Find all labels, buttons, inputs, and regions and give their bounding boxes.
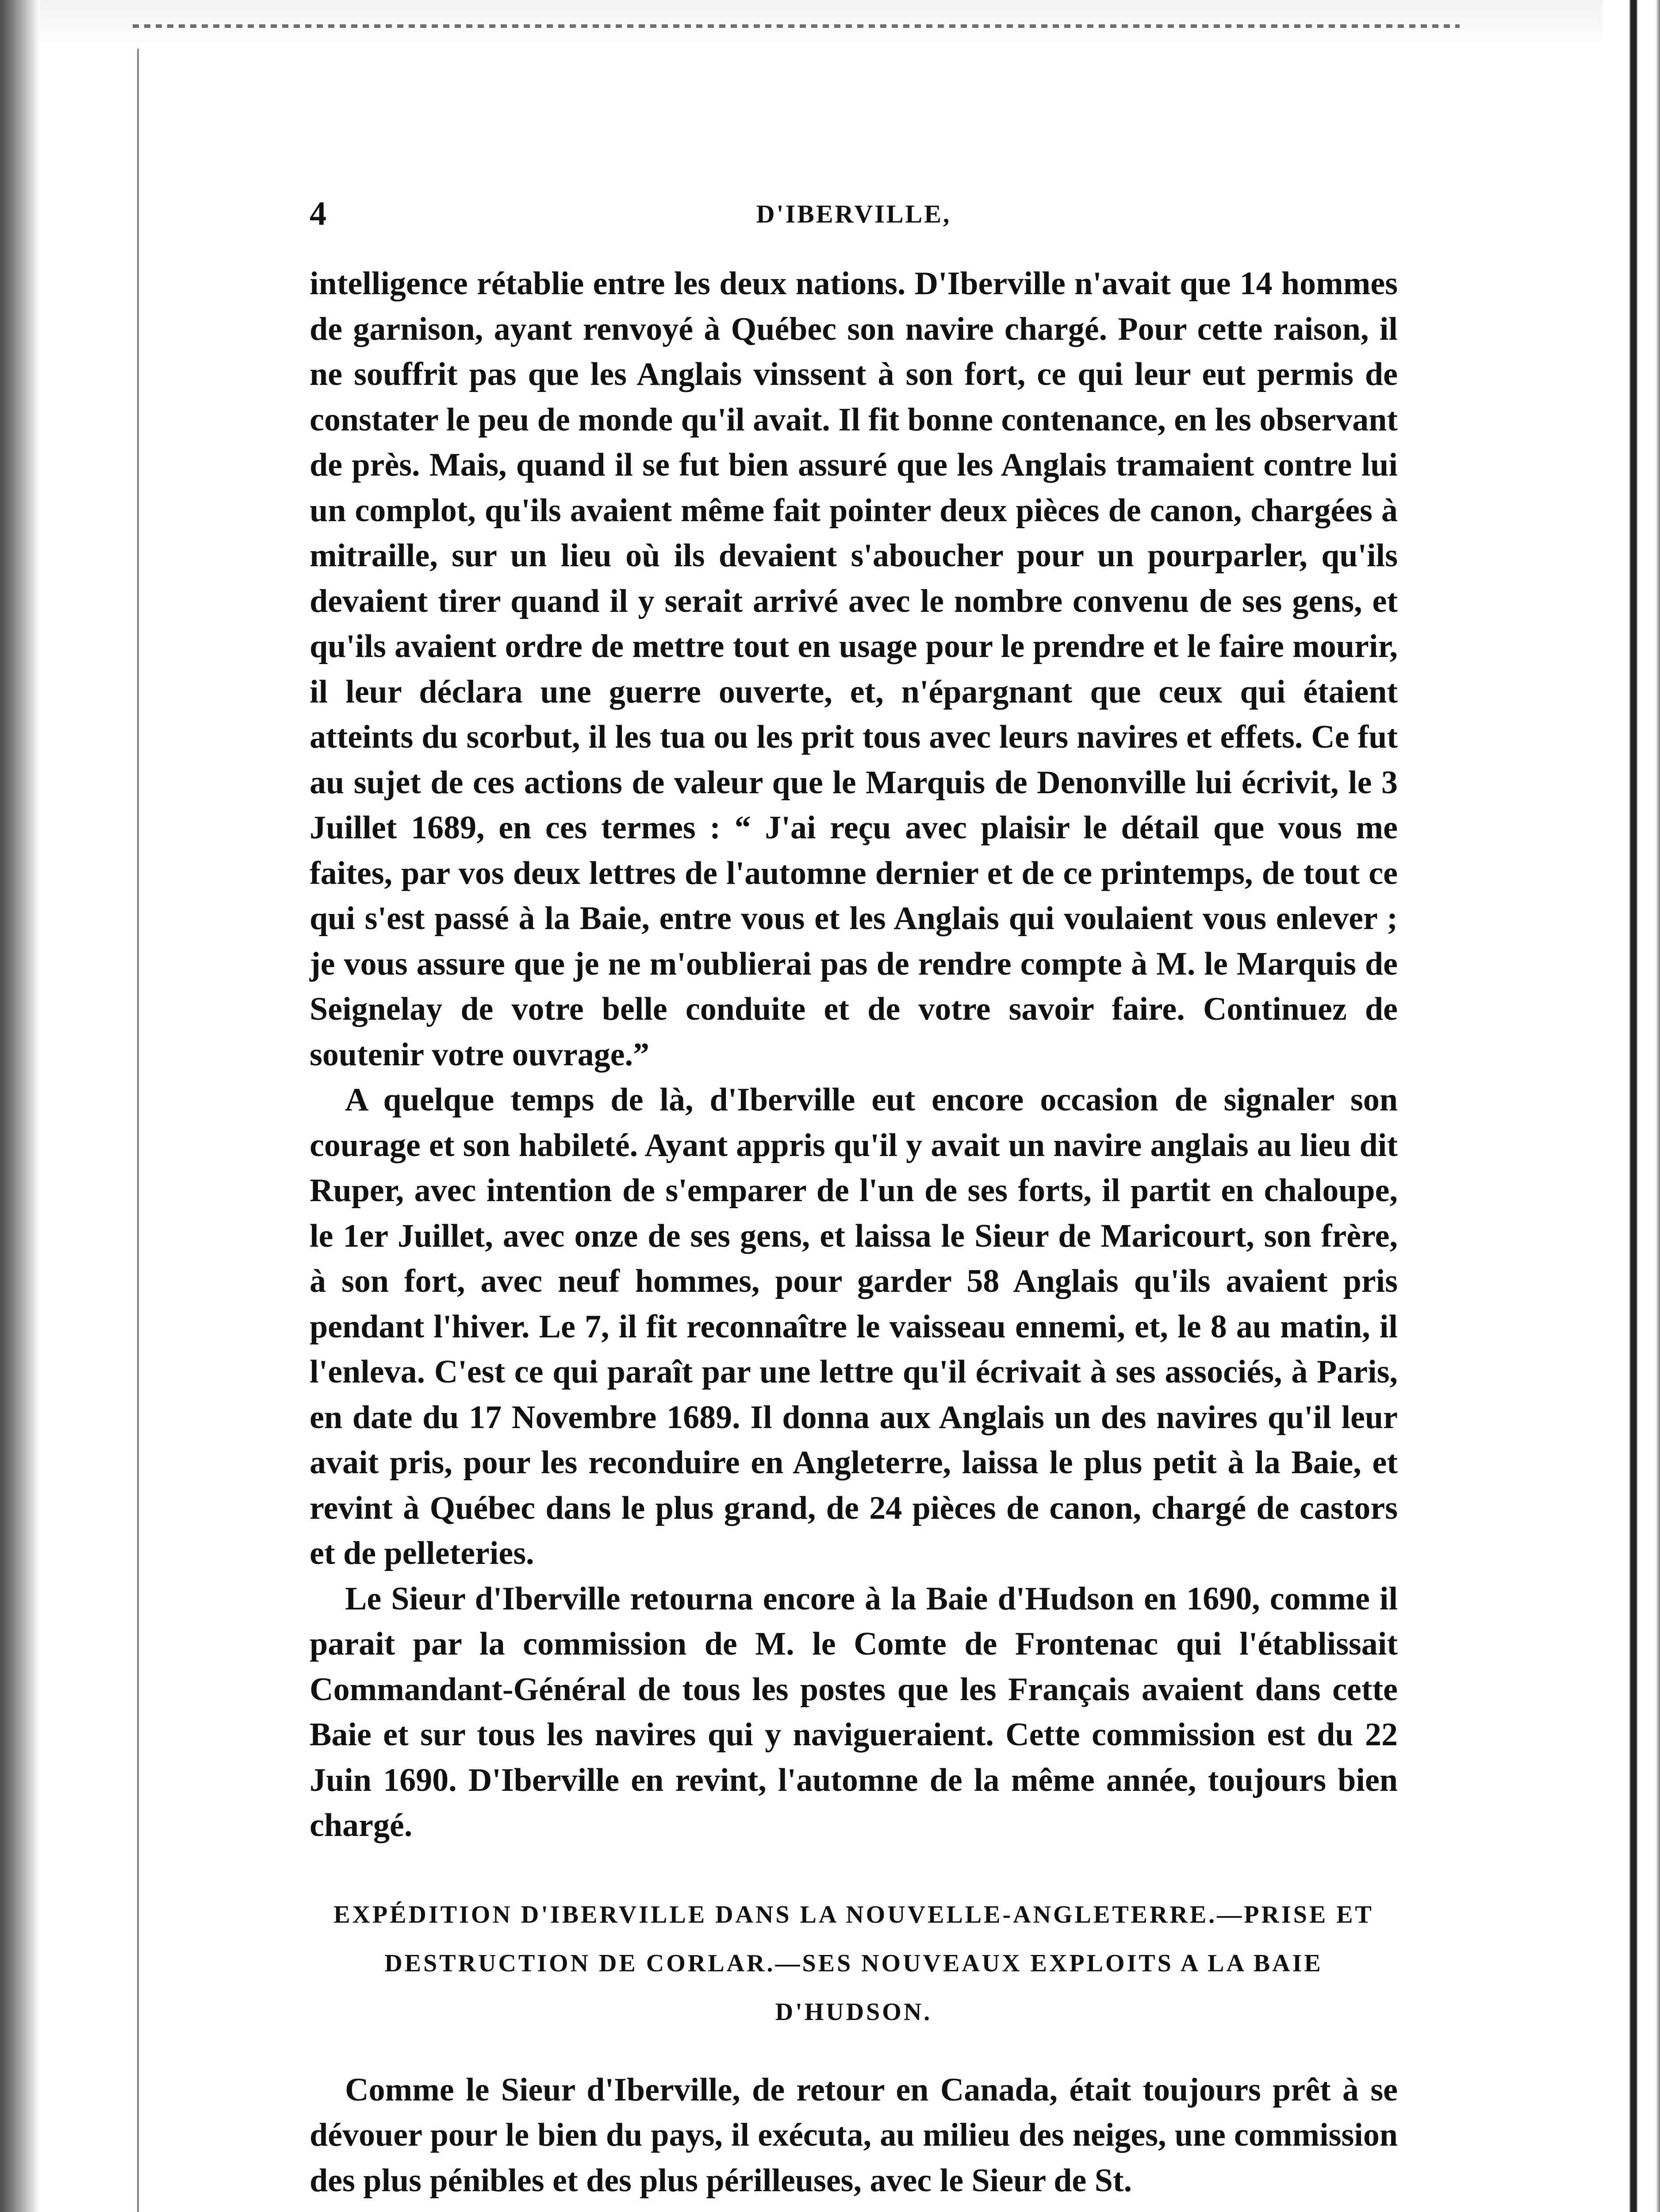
scan-border-left <box>0 0 40 2212</box>
paragraph-3: Le Sieur d'Iberville retourna encore à la Baie d'Hudson en 1690, comme il parait par la commission de M. le Comte de Frontenac qui l'établissait Commandant-Général de tous les postes que les Français avaient dans cette Baie et sur tous les navires qui y navigueraient. Cette commission est du 22 Juin 1690. D'Iberville en revint, l'automne de la même année, toujours bien chargé. <box>310 1580 1398 1843</box>
scan-left-rule <box>137 49 139 2212</box>
running-head <box>310 195 1398 243</box>
page-number: 4 <box>310 195 326 232</box>
document-page <box>310 195 1398 2203</box>
paragraph-1: intelligence rétablie entre les deux nations. D'Iberville n'avait que 14 hommes de garnison, ayant renvoyé à Québec son navire chargé. Pour cette raison, il ne souffrit pas que les Anglais vinssent à son fort, ce qui leur eut permis de constater le peu de monde qu'il avait. Il fit bonne contenance, en les observant de près. Mais, quand il se fut bien assuré que les Anglais tramaient contre lui un complot, qu'ils avaient même fait pointer deux pièces de canon, chargées à mitraille, sur un lieu où ils devaient s'aboucher pour un pourparler, qu'ils devaient tirer quand il y serait arrivé avec le nombre convenu de ses gens, et qu'ils avaient ordre de mettre tout en usage pour le prendre et le faire mourir, il leur déclara une guerre ouverte, et, n'épargnant que ceux qui étaient atteints du scorbut, il les tua ou les prit tous avec leurs navires et effets. Ce fut au sujet de ces actions de valeur que le Marquis de Denonville lui écrivit, le 3 Juillet 1689, en ces termes : “ J'ai reçu avec plaisir le détail que vous me faites, par vos deux lettres de l'automne dernier et de ce printemps, de tout ce qui s'est passé à la Baie, entre vous et les Anglais qui voulaient vous enlever ; je vous assure que je ne m'oublierai pas de rendre compte à M. le Marquis de Seignelay de votre belle conduite et de votre savoir faire. Continuez de soutenir votre ouvrage.” <box>310 265 1398 1073</box>
closing-paragraph: Comme le Sieur d'Iberville, de retour en Canada, était toujours prêt à se dévouer pour le bien du pays, il exécuta, au milieu des neiges, une commission des plus pénibles et des plus périlleuses, avec le Sieur de St. <box>310 2071 1398 2199</box>
paragraph-2: A quelque temps de là, d'Iberville eut encore occasion de signaler son courage et son habileté. Ayant appris qu'il y avait un navire anglais au lieu dit Ruper, avec intention de s'emparer de l'un de ses forts, il partit en chaloupe, le 1er Juillet, avec onze de ses gens, et laissa le Sieur de Maricourt, son frère, à son fort, avec neuf hommes, pour garder 58 Anglais qu'ils avaient pris pendant l'hiver. Le 7, il fit reconnaître le vaisseau ennemi, et, le 8 au matin, il l'enleva. C'est ce qui paraît par une lettre qu'il écrivait à ses associés, à Paris, en date du 17 Novembre 1689. Il donna aux Anglais un des navires qu'il leur avait pris, pour les reconduire en Angleterre, laissa le plus petit à la Baie, et revint à Québec dans le plus grand, de 24 pièces de canon, chargé de castors et de pelleteries. <box>310 1082 1398 1571</box>
running-title: D'IBERVILLE, <box>756 200 951 228</box>
scan-border-right <box>1602 0 1660 2212</box>
section-heading: EXPÉDITION D'IBERVILLE DANS LA NOUVELLE-ANGLETERRE.—PRISE ET DESTRUCTION DE CORLAR.—SES NOUVEAUX EXPLOITS A LA BAIE D'HUDSON. <box>334 1901 1374 2026</box>
scan-top-rule <box>133 24 1460 28</box>
